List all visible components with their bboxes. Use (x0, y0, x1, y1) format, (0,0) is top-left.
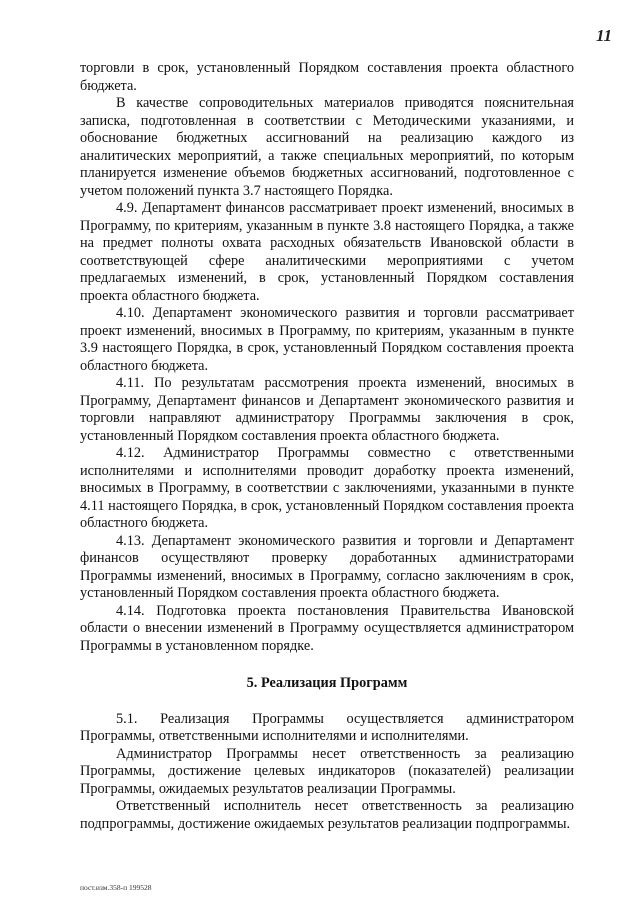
paragraph-4-12: 4.12. Администратор Программы совместно с ответственными исполнителями и исполнителями проводит доработку проекта изменений, вносимых в Программу, в соответствии с заключениями, указанными в пункте 4.11 настоящего Порядка, в срок, установленный Порядком составления проекта областного бюджета. (80, 445, 574, 531)
paragraph-supporting-materials: В качестве сопроводительных материалов приводятся пояснительная записка, подготовленная в соответствии с Методическими указаниями, и обоснование бюджетных ассигнований на реализацию каждого из аналитических мероприятий, а также специальных мероприятий, по которым планируется изменение объемов бюджетных ассигнований, подготовленное с учетом положений пункта 3.7 настоящего Порядка. (80, 95, 574, 199)
section-5-title: 5. Реализация Программ (246, 675, 408, 691)
paragraph-4-10: 4.10. Департамент экономического развития и торговли рассматривает проект изменений, вносимых в Программу, по критериям, указанным в пункте 3.9 настоящего Порядка, в срок, установленный Порядком составления проекта областного бюджета. (80, 305, 574, 374)
page-number: 11 (595, 26, 612, 45)
paragraph-continuation: торговли в срок, установленный Порядком составления проекта областного бюджета. (80, 60, 574, 94)
footer-document-code: пост.изм.358-п 199528 (80, 883, 152, 892)
paragraph-administrator-responsibility: Администратор Программы несет ответственность за реализацию Программы, достижение целевых индикаторов (показателей) реализации Программы, ожидаемых результатов реализации Программы. (80, 745, 574, 797)
paragraph-4-11: 4.11. По результатам рассмотрения проекта изменений, вносимых в Программу, Департамент финансов и Департамент экономического развития и торговли направляют администратору Программы заключения в срок, установленный Порядком составления проекта областного бюджета. (80, 375, 574, 444)
paragraph-executor-responsibility: Ответственный исполнитель несет ответственность за реализацию подпрограммы, достижение ожидаемых результатов реализации подпрограммы. (80, 798, 574, 832)
paragraph-5-1: 5.1. Реализация Программы осуществляется администратором Программы, ответственными исполнителями и исполнителями. (80, 710, 574, 744)
paragraph-4-13: 4.13. Департамент экономического развития и торговли и Департамент финансов осуществляют проверку доработанных администраторами Программы изменений, вносимых в Программу, согласно заключениям в срок, установленный Порядком составления проекта областного бюджета. (80, 532, 574, 601)
paragraph-4-9: 4.9. Департамент финансов рассматривает проект изменений, вносимых в Программу, по критериям, указанным в пункте 3.8 настоящего Порядка, а также на предмет полноты охвата расходных обязательств Ивановской области в соответствующей сфере аналитическими мероприятиями с учетом предлагаемых изменений, в срок, установленный Порядком составления проекта областного бюджета. (80, 200, 574, 304)
document-body (80, 60, 574, 833)
paragraph-4-14: 4.14. Подготовка проекта постановления Правительства Ивановской области о внесении изменений в Программу осуществляется администратором Программы в установленном порядке. (80, 602, 574, 654)
